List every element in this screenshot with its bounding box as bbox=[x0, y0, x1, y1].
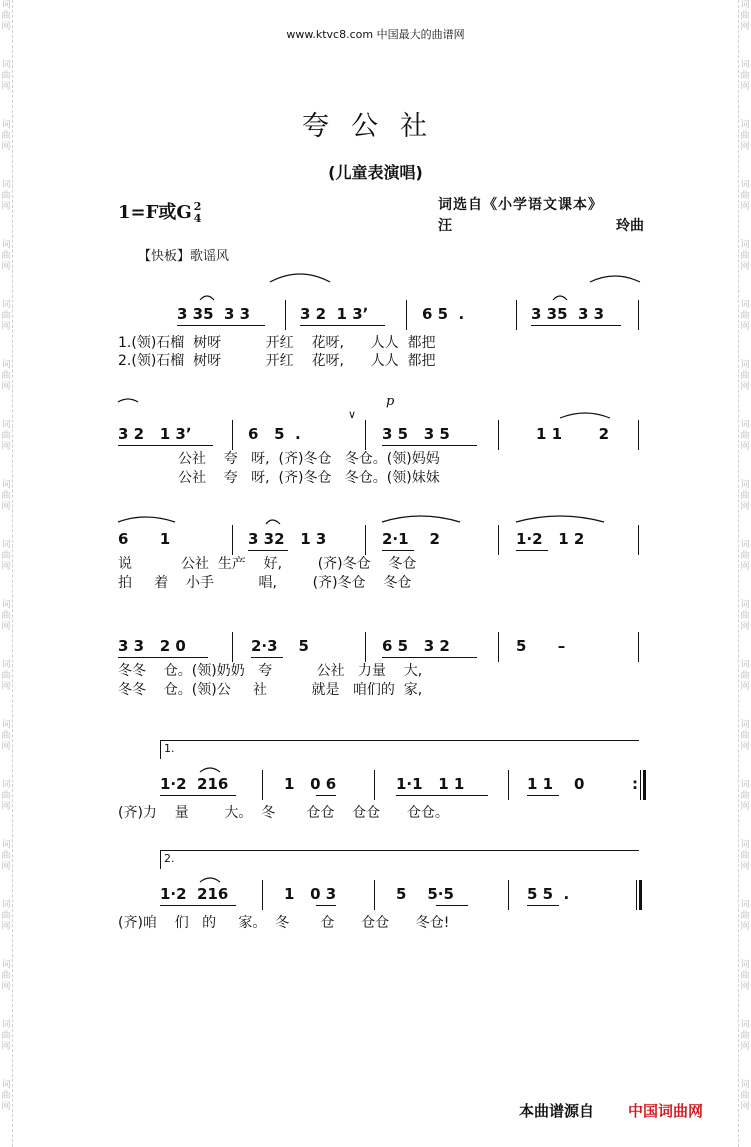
edge-watermark: 词 曲 网 bbox=[740, 600, 750, 632]
edge-watermark: 词 曲 网 bbox=[1, 780, 11, 812]
lyricist-credit: 词选自《小学语文课本》 bbox=[438, 197, 603, 213]
measure-notes: 1·2 216 bbox=[160, 775, 229, 793]
slur bbox=[560, 413, 610, 418]
measure-notes: 1·2 216 bbox=[160, 885, 229, 903]
lyric-line-2: 拍 着 小手 唱, (齐)冬仓 冬仓 bbox=[118, 575, 412, 591]
slur bbox=[516, 516, 604, 522]
edge-watermark: 词 曲 网 bbox=[740, 420, 750, 452]
edge-watermark: 词 曲 网 bbox=[1, 0, 11, 32]
dynamic-marking: p bbox=[386, 394, 395, 409]
slur bbox=[118, 399, 138, 402]
edge-watermark: 词 曲 网 bbox=[1, 1020, 11, 1052]
edge-watermark: 词 曲 网 bbox=[740, 840, 750, 872]
measure-notes: 1·1 1 1 bbox=[396, 775, 465, 793]
slur bbox=[266, 520, 280, 524]
key-text: 1=F或G bbox=[118, 202, 192, 223]
lyric-line-1: 说 公社 生产 好, (齐)冬仓 冬仓 bbox=[118, 556, 417, 572]
measure-notes: 6 5 3 2 bbox=[382, 637, 450, 655]
edge-watermark: 词 曲 网 bbox=[1, 240, 11, 272]
measure-notes: 1 0 6 bbox=[284, 775, 337, 793]
edge-watermark: 词 曲 网 bbox=[740, 480, 750, 512]
measure-notes: 5 5·5 bbox=[396, 885, 454, 903]
edge-watermark: 词 曲 网 bbox=[1, 300, 11, 332]
edge-watermark: 词 曲 网 bbox=[1, 720, 11, 752]
measure-notes: 1·2 1 2 bbox=[516, 530, 585, 548]
lyric-line-2: 冬冬 仓。(领)公 社 就是 咱们的 家, bbox=[118, 682, 423, 698]
edge-watermark: 词 曲 网 bbox=[740, 0, 750, 32]
edge-watermark: 词 曲 网 bbox=[740, 360, 750, 392]
measure-notes: 3 35 3 3 bbox=[531, 305, 605, 323]
lyric-line-2: 公社 夸 呀, (齐)冬仓 冬仓。(领)妹妹 bbox=[178, 470, 440, 486]
measure-notes: 3 35 3 3 bbox=[177, 305, 251, 323]
measure-notes: 2·3 5 bbox=[251, 637, 309, 655]
source-site-link[interactable]: 中国词曲网 bbox=[628, 1102, 704, 1120]
edge-watermark: 词 曲 网 bbox=[1, 600, 11, 632]
edge-watermark: 词 曲 网 bbox=[740, 240, 750, 272]
edge-watermark: 词 曲 网 bbox=[1, 420, 11, 452]
measure-notes: 5 – bbox=[516, 637, 566, 655]
edge-watermark: 词 曲 网 bbox=[1, 900, 11, 932]
edge-watermark: 词 曲 网 bbox=[1, 660, 11, 692]
repeat-dots: : bbox=[632, 775, 638, 793]
tempo-marking: 【快板】歌谣风 bbox=[138, 249, 230, 264]
measure-notes: 6 5 . bbox=[248, 425, 301, 443]
measure-notes: 3 32 1 3 bbox=[248, 530, 327, 548]
measure-notes: 1 0 3 bbox=[284, 885, 337, 903]
edge-watermark: 词 曲 网 bbox=[1, 1080, 11, 1112]
edge-watermark: 词 曲 网 bbox=[740, 900, 750, 932]
slur bbox=[118, 517, 175, 522]
edge-watermark: 词 曲 网 bbox=[1, 60, 11, 92]
slur bbox=[382, 516, 460, 522]
measure-notes: 6 1 bbox=[118, 530, 171, 548]
edge-watermark: 词 曲 网 bbox=[740, 960, 750, 992]
edge-watermark: 词 曲 网 bbox=[740, 720, 750, 752]
edge-watermark: 词 曲 网 bbox=[740, 120, 750, 152]
edge-watermark: 词 曲 网 bbox=[740, 1020, 750, 1052]
edge-watermark: 词 曲 网 bbox=[1, 960, 11, 992]
slur bbox=[270, 274, 330, 282]
edge-watermark: 词 曲 网 bbox=[1, 840, 11, 872]
lyric-line-1: 冬冬 仓。(领)奶奶 夸 公社 力量 大, bbox=[118, 663, 423, 679]
site-header: www.ktvc8.com 中国最大的曲谱网 bbox=[286, 28, 465, 41]
breath-mark: ∨ bbox=[348, 408, 357, 421]
lyric-line-2: 2.(领)石榴 树呀 开红 花呀, 人人 都把 bbox=[118, 353, 436, 369]
composer-surname: 汪 bbox=[438, 218, 452, 234]
lyric-line-1: (齐)咱 们 的 家。 冬 仓 仓仓 冬仓! bbox=[118, 915, 450, 931]
edge-watermark: 词 曲 网 bbox=[1, 540, 11, 572]
measure-notes: 3 3 2 0 bbox=[118, 637, 186, 655]
song-subtitle: (儿童表演唱) bbox=[328, 163, 423, 182]
slur bbox=[200, 878, 220, 882]
edge-watermark: 词 曲 网 bbox=[1, 120, 11, 152]
edge-watermark: 词 曲 网 bbox=[740, 60, 750, 92]
slur bbox=[200, 768, 220, 772]
measure-notes: 1 1 0 bbox=[527, 775, 585, 793]
measure-notes: 3 2 1 3ʼ bbox=[300, 305, 369, 323]
meter-bottom: 4 bbox=[193, 212, 202, 225]
measure-notes: 5 5 . bbox=[527, 885, 570, 903]
edge-watermark: 词 曲 网 bbox=[1, 180, 11, 212]
song-title: 夸公社 bbox=[302, 111, 449, 142]
measure-notes: 2·1 2 bbox=[382, 530, 440, 548]
measure-notes: 6 5 . bbox=[422, 305, 465, 323]
composer-suffix: 玲曲 bbox=[616, 218, 644, 234]
edge-watermark: 词 曲 网 bbox=[740, 540, 750, 572]
edge-watermark: 词 曲 网 bbox=[740, 180, 750, 212]
volta-number: 2. bbox=[164, 852, 175, 865]
source-label: 本曲谱源自 bbox=[519, 1102, 595, 1120]
slur bbox=[590, 276, 640, 282]
volta-number: 1. bbox=[164, 742, 175, 755]
measure-notes: 3 2 1 3ʼ bbox=[118, 425, 192, 443]
edge-watermark: 词 曲 网 bbox=[740, 300, 750, 332]
edge-watermark: 词 曲 网 bbox=[1, 480, 11, 512]
measure-notes: 1 1 2 bbox=[536, 425, 610, 443]
meter-top: 2 bbox=[193, 200, 202, 213]
slur bbox=[200, 296, 214, 300]
edge-watermark: 词 曲 网 bbox=[740, 1080, 750, 1112]
edge-watermark: 词 曲 网 bbox=[740, 780, 750, 812]
edge-watermark: 词 曲 网 bbox=[740, 660, 750, 692]
slur bbox=[553, 296, 567, 300]
lyric-line-1: (齐)力 量 大。 冬 仓仓 仓仓 仓仓。 bbox=[118, 805, 449, 821]
measure-notes: 3 5 3 5 bbox=[382, 425, 450, 443]
lyric-line-1: 公社 夸 呀, (齐)冬仓 冬仓。(领)妈妈 bbox=[178, 451, 440, 467]
lyric-line-1: 1.(领)石榴 树呀 开红 花呀, 人人 都把 bbox=[118, 335, 436, 351]
edge-watermark: 词 曲 网 bbox=[1, 360, 11, 392]
